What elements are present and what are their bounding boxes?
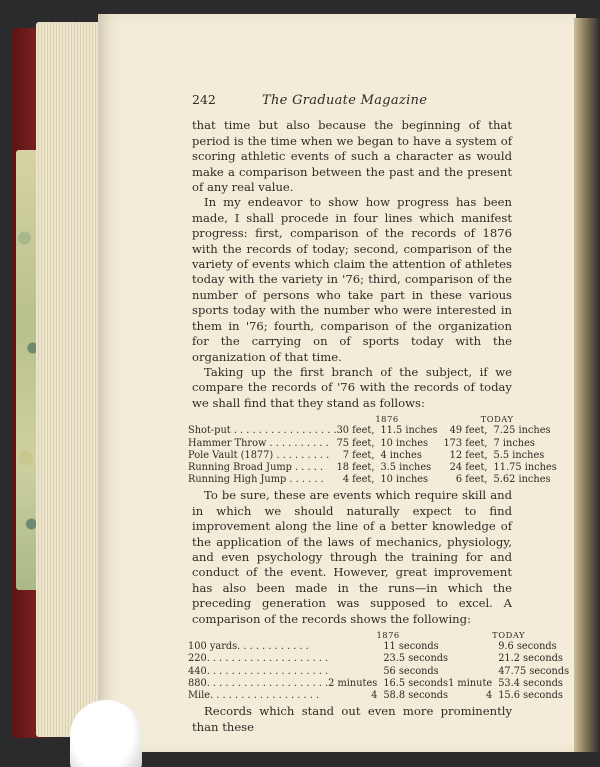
value-1876-inches: 11.5 inches — [380, 425, 438, 437]
event-name: Pole Vault (1877) . . . . . . . . . — [188, 449, 330, 461]
value-today-inches: 7 inches — [493, 437, 535, 449]
value-today-seconds: 47.75 seconds — [498, 665, 570, 677]
running-title: The Graduate Magazine — [262, 93, 428, 108]
value-1876-seconds: 23.5 seconds — [383, 653, 449, 665]
table-row — [188, 653, 569, 665]
table-row — [188, 438, 557, 450]
event-name: 100 yards. . . . . . . . . . . . — [188, 641, 309, 653]
value-today-minutes — [448, 666, 492, 678]
value-today-inches: 7.25 inches — [493, 425, 551, 437]
run-head-today: TODAY — [492, 630, 526, 640]
value-today-inches: 5.62 inches — [493, 474, 551, 486]
value-today-seconds: 53.4 seconds — [498, 677, 563, 689]
event-name: Running High Jump . . . . . . — [188, 474, 324, 486]
field-table-header — [188, 413, 557, 425]
value-1876-feet: 75 feet, — [336, 437, 375, 449]
page-text-block — [188, 92, 570, 735]
field-head-1876: 1876 — [375, 414, 399, 425]
page-edges — [36, 22, 102, 737]
table-row — [188, 462, 557, 474]
run-table-header — [188, 629, 569, 641]
paragraph-1: that time but also because the beginning of that period is the time when we began to have a system of scoring athletic events of such a character as would make a comparison between the past and the present of any real value. — [192, 118, 512, 195]
table-row — [188, 450, 557, 462]
table-row — [188, 641, 569, 653]
value-1876-minutes: 4 — [371, 690, 378, 702]
page-number: 242 — [192, 92, 216, 107]
value-today-feet: 12 feet, — [449, 449, 488, 461]
value-today-feet: 173 feet, — [443, 437, 488, 449]
event-name: 220. . . . . . . . . . . . . . . . . . . . — [188, 653, 329, 665]
value-1876-seconds: 16.5 seconds — [383, 677, 449, 689]
value-1876-minutes: 2 minutes — [328, 677, 378, 689]
value-today-feet: 49 feet, — [449, 425, 488, 437]
value-1876-inches: 4 inches — [380, 449, 422, 461]
value-1876-seconds: 11 seconds — [383, 641, 439, 653]
value-1876-feet: 4 feet, — [342, 474, 375, 486]
value-1876-feet: 7 feet, — [342, 449, 375, 461]
value-today-minutes: 4 — [485, 690, 493, 702]
value-today-feet: 6 feet, — [455, 474, 488, 486]
running-events-table — [188, 629, 569, 702]
run-head-1876: 1876 — [376, 630, 400, 640]
value-1876-feet: 30 feet, — [336, 425, 375, 437]
value-today-minutes: 1 minute — [448, 677, 493, 689]
value-today-minutes — [448, 641, 492, 653]
value-1876-minutes — [328, 641, 377, 653]
value-today-seconds: 15.6 seconds — [498, 690, 563, 702]
value-today-inches: 11.75 inches — [493, 461, 557, 473]
value-today-seconds: 21.2 seconds — [498, 653, 563, 665]
value-1876-seconds: 58.8 seconds — [383, 690, 449, 702]
value-today-feet: 24 feet, — [449, 461, 488, 473]
table-row — [188, 690, 569, 702]
value-today-seconds: 9.6 seconds — [498, 641, 557, 653]
event-name: Mile. . . . . . . . . . . . . . . . . . — [188, 690, 320, 702]
value-1876-inches: 10 inches — [380, 474, 429, 486]
value-1876-inches: 10 inches — [380, 437, 429, 449]
event-name: 440. . . . . . . . . . . . . . . . . . . . — [188, 665, 329, 677]
table-row — [188, 678, 569, 690]
value-1876-feet: 18 feet, — [336, 461, 375, 473]
event-name: Shot-put . . . . . . . . . . . . . . . . . — [188, 425, 337, 437]
value-1876-minutes — [328, 666, 377, 678]
field-events-table — [188, 413, 557, 486]
paragraph-5: Records which stand out even more prominently than these — [192, 704, 512, 734]
value-1876-seconds: 56 seconds — [383, 665, 439, 677]
paragraph-2: In my endeavor to show how progress has been made, I shall procede in four lines which manifest progress: first, comparison of the records of 1876 with the records of today; second, comparison of the variety of events which claim the attention of athletes today with the variety in '76; third, comparison of the number of persons who take part in these various sports today with the number who were interested in them in '76; fourth, comparison of the organization for the carrying on of sports today with the organization of that time. — [192, 195, 512, 364]
event-name: Hammer Throw . . . . . . . . . . — [188, 437, 329, 449]
value-today-inches: 5.5 inches — [493, 449, 545, 461]
white-glove-thumb — [70, 700, 142, 767]
paragraph-4: To be sure, these are events which require skill and in which we should naturally expect to find improvement along the line of a better knowledge of the application of the laws of mechanics, physiology, and even psychology through the training for and conduct of the event. However, great improvement has also been made in the runs—in which the preceding generation was supposed to excel. A comparison of the records shows the following: — [192, 488, 512, 626]
event-name: 880. . . . . . . . . . . . . . . . . . . . — [188, 677, 329, 689]
paragraph-3: Taking up the first branch of the subject, if we compare the records of '76 with the records of today we shall find that they stand as follows: — [192, 364, 512, 410]
running-header — [192, 92, 512, 108]
field-head-today: TODAY — [480, 414, 514, 425]
value-1876-inches: 3.5 inches — [380, 461, 432, 473]
table-row — [188, 474, 557, 486]
facing-page-edge — [574, 18, 600, 752]
table-row — [188, 425, 557, 437]
value-1876-minutes — [328, 653, 377, 665]
table-row — [188, 666, 569, 678]
event-name: Running Broad Jump . . . . . — [188, 461, 324, 473]
value-today-minutes — [448, 653, 492, 665]
